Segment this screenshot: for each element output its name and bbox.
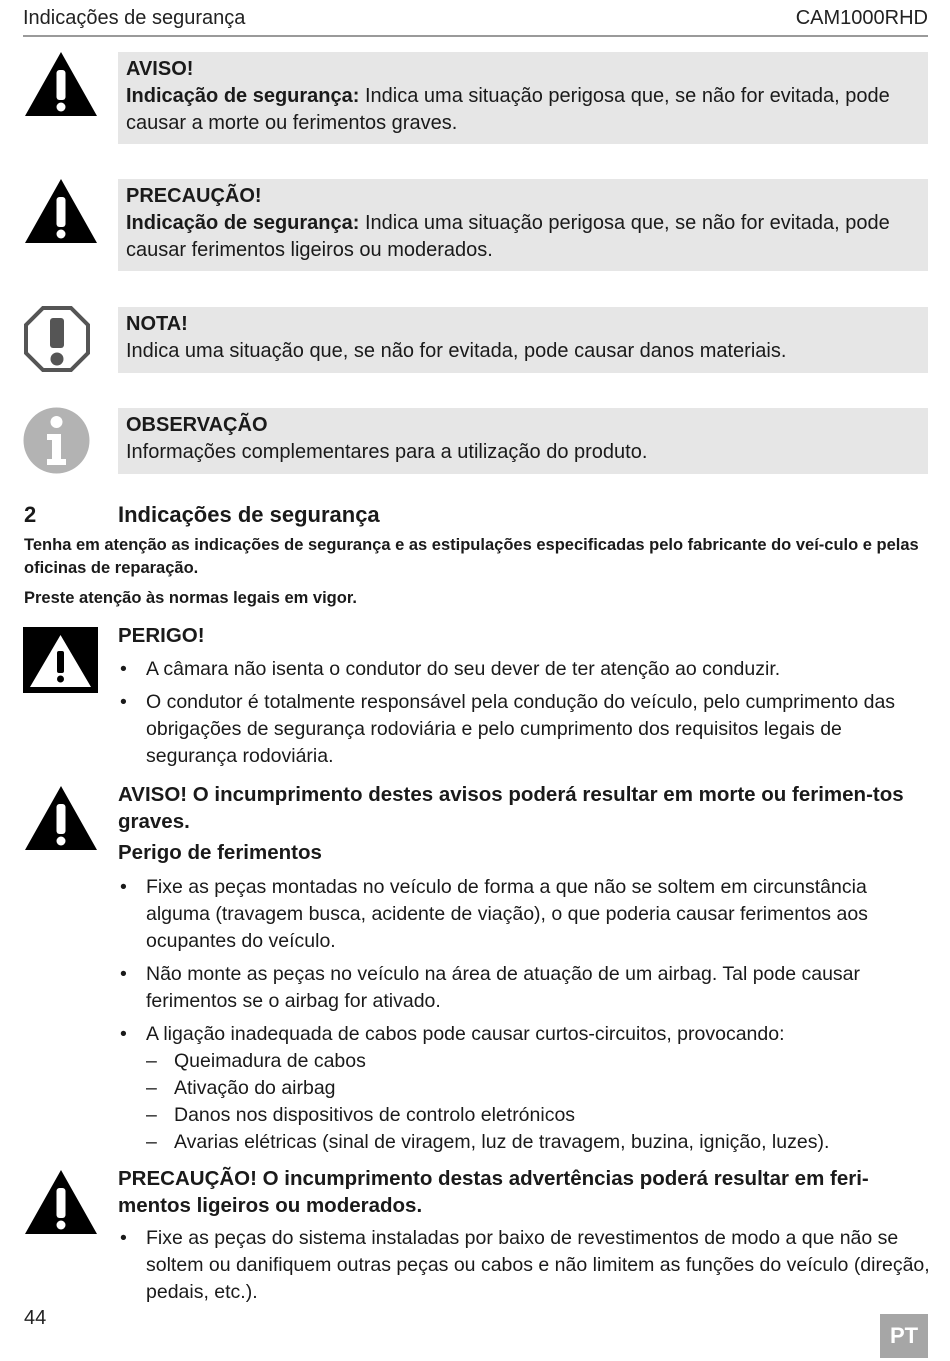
signal-word-box-precaucao [118,179,928,271]
sub-list-item: – Ativação do airbag [146,1075,930,1102]
section-intro: Tenha em atenção as indicações de segurança e as estipulações especificadas pelo fabricante do veí-culo e pelas oficinas de reparação. [24,536,919,577]
signal-word-box-nota [118,307,928,373]
signal-word-text: Indica uma situação que, se não for evitada, pode causar danos materiais. [126,340,787,362]
signal-word-title: OBSERVAÇÃO [126,414,268,436]
section-number: 2 [24,502,37,527]
section-title: Indicações de segurança [118,502,380,527]
danger-triangle-icon [23,627,98,693]
signal-word-text [126,83,920,137]
sub-list-item: – Avarias elétricas (sinal de viragem, luz de travagem, buzina, ignição, luzes). [146,1129,930,1156]
header-model: CAM1000RHD [795,7,928,29]
signal-word-lead: Indicação de segurança: [126,212,360,234]
list-item: • A câmara não isenta o condutor do seu dever de ter atenção ao conduzir. [118,656,930,683]
list-item-text: A ligação inadequada de cabos pode causar curtos-circuitos, provocando: [146,1023,785,1045]
signal-word-title: NOTA! [126,313,188,335]
list-item: • Fixe as peças montadas no veículo de forma a que não se soltem em circunstância alguma (travagem busca, acidente de viação), o que poderia causar ferimentos aos ocupantes do veículo. [118,874,930,955]
danger-list [118,656,930,776]
warning-triangle-icon [23,177,99,245]
warning-triangle-icon [23,50,99,118]
signal-word-text [126,210,920,264]
sub-list-item: – Queimadura de cabos [146,1048,930,1075]
page-number: 44 [24,1307,47,1329]
danger-title: PERIGO! [118,624,205,647]
caution-list [118,1225,930,1312]
warning-subtitle: Perigo de ferimentos [118,841,322,864]
header-section-title: Indicações de segurança [23,7,246,29]
signal-word-body: Indica uma situação perigosa que, se não for evitada, pode causar ferimentos ligeiros ou moderados. [126,212,890,261]
sub-list [146,1048,930,1156]
header-divider [23,35,928,37]
info-circle-icon [23,407,90,474]
list-item [118,1021,930,1156]
signal-word-box-observacao [118,408,928,474]
warning-triangle-icon [23,784,99,852]
sub-list-item: – Danos nos dispositivos de controlo eletrónicos [146,1102,930,1129]
caution-title: PRECAUÇÃO! O incumprimento destas advertências poderá resultar em feri-mentos ligeiros ou moderados. [118,1167,869,1217]
signal-word-text: Informações complementares para a utilização do produto. [126,441,648,463]
language-badge: PT [880,1314,928,1358]
warning-title: AVISO! O incumprimento destes avisos poderá resultar em morte ou ferimen-tos graves. [118,783,904,833]
list-item: • O condutor é totalmente responsável pela condução do veículo, pelo cumprimento das obrigações de segurança rodoviária e pelo cumprimento dos requisitos legais de segurança rodoviária. [118,689,930,770]
list-item: • Não monte as peças no veículo na área de atuação de um airbag. Tal pode causar ferimentos se o airbag for ativado. [118,961,930,1015]
signal-word-title: PRECAUÇÃO! [126,185,262,207]
signal-word-box-aviso [118,52,928,144]
signal-word-lead: Indicação de segurança: [126,85,360,107]
signal-word-body: Indica uma situação perigosa que, se não for evitada, pode causar a morte ou ferimentos graves. [126,85,890,134]
warning-triangle-icon [23,1168,99,1236]
section-intro-legal: Preste atenção às normas legais em vigor. [24,589,357,607]
notice-octagon-icon [23,305,91,373]
list-item: • Fixe as peças do sistema instaladas por baixo de revestimentos de modo a que não se soltem ou danifiquem outras peças ou cabos e não limitem as funções do veículo (direção, pedais, etc.). [118,1225,930,1306]
warning-list [118,874,930,1162]
signal-word-title: AVISO! [126,58,194,80]
